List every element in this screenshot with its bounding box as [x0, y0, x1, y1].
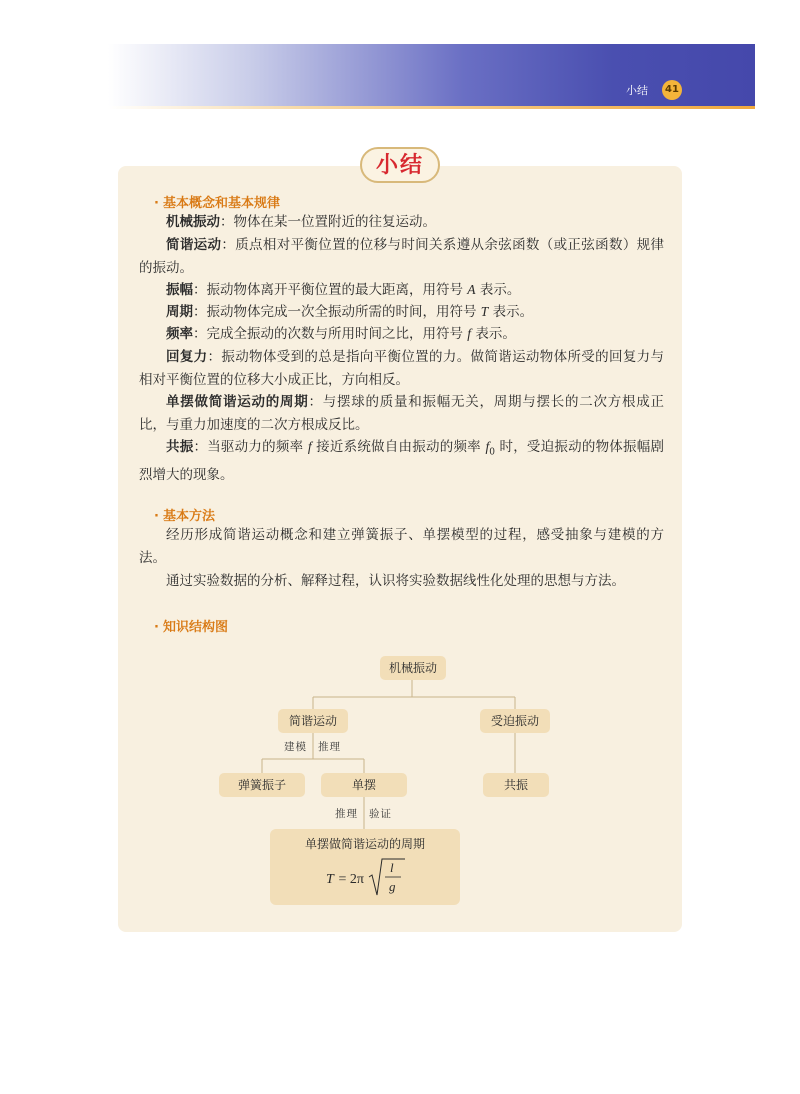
edge-label-verify: 验证 — [369, 808, 392, 820]
node-shm: 简谐运动 — [278, 709, 348, 733]
edge-label-reason: 推理 — [318, 741, 341, 753]
section-heading-concepts: · 基本概念和基本规律 — [154, 196, 280, 211]
edge-label-reason: 推理 — [335, 808, 358, 820]
concept-period: 周期：振动物体完成一次全振动所需的时间，用符号 T 表示。 — [166, 304, 534, 320]
node-mechanical-vibration: 机械振动 — [380, 656, 446, 680]
method-paragraph-2: 通过实验数据的分析、解释过程，认识将实验数据线性化处理的思想与方法。 — [166, 573, 625, 589]
concept-shm: 简谐运动：质点相对平衡位置的位移与时间关系遵从余弦函数（或正弦函数）规律的振动。 — [139, 237, 665, 276]
concept-restoring-force: 回复力：振动物体受到的总是指向平衡位置的力。做简谐运动物体所受的回复力与相对平衡位置的位移大小成正比，方向相反。 — [139, 349, 665, 388]
concept-mechanical-vibration: 机械振动：物体在某一位置附近的往复运动。 — [166, 214, 436, 230]
edge-label-model: 建模 — [284, 741, 307, 753]
page-title: 小结 — [375, 152, 424, 178]
node-resonance: 共振 — [483, 773, 549, 797]
concept-resonance: 共振：当驱动力的频率 f 接近系统做自由振动的频率 $f_0$ 时，受迫振动的物体振幅剧烈增大的现象。 — [139, 439, 665, 484]
node-pendulum: 单摆 — [321, 773, 407, 797]
bullet-icon: · — [154, 196, 159, 211]
section-heading-structure: · 知识结构图 — [154, 620, 228, 635]
pendulum-period-label: 单摆做简谐运动的周期 — [304, 837, 425, 851]
formula-denominator: g — [389, 879, 396, 894]
formula-coefficient: = 2π — [335, 872, 364, 887]
concept-pendulum-period: 单摆做简谐运动的周期：与摆球的质量和振幅无关，周期与摆长的二次方根成正比，与重力加速度的二次方根成反比。 — [139, 394, 664, 433]
formula-numerator: l — [390, 860, 394, 875]
node-forced-vibration: 受迫振动 — [480, 709, 550, 733]
node-spring-oscillator: 弹簧振子 — [219, 773, 305, 797]
bullet-icon: · — [154, 509, 159, 524]
header-section-label: 小结 — [626, 84, 648, 97]
section-heading-methods: · 基本方法 — [154, 509, 215, 524]
page-number-badge: 41 — [662, 80, 682, 100]
method-paragraph-1: 经历形成简谐运动概念和建立弹簧振子、单摆模型的过程，感受抽象与建模的方法。 — [139, 527, 664, 566]
concept-frequency: 频率：完成全振动的次数与所用时间之比，用符号 f 表示。 — [166, 326, 516, 342]
concept-amplitude: 振幅：振动物体离开平衡位置的最大距离，用符号 A 表示。 — [166, 282, 521, 298]
period-formula — [270, 829, 460, 905]
formula-lhs: T — [326, 872, 334, 887]
bullet-icon: · — [154, 620, 159, 635]
node-pendulum-period — [270, 829, 460, 905]
